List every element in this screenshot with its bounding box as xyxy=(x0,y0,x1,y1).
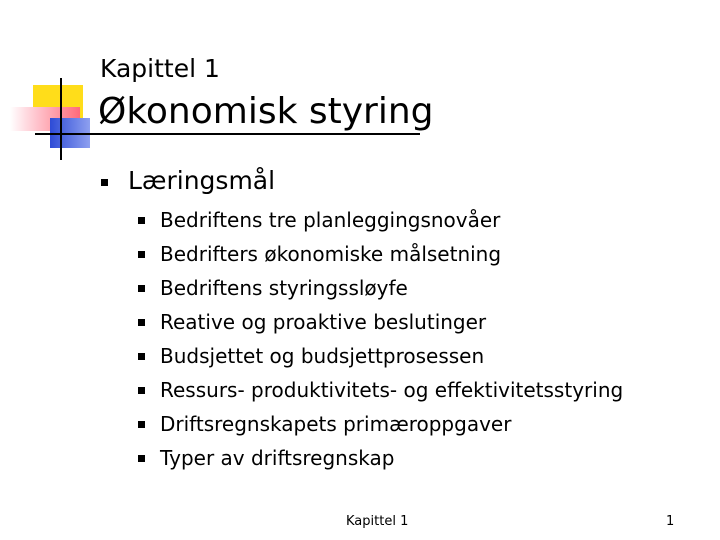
bullet-square-icon xyxy=(138,455,145,462)
bullet-square-icon xyxy=(138,217,145,224)
level1-bullet-text: Læringsmål xyxy=(128,166,276,195)
bullet-square-icon xyxy=(138,319,145,326)
list-item-text: Bedrifters økonomiske målsetning xyxy=(160,242,502,266)
bullet-square-icon xyxy=(138,251,145,258)
slide-title: Økonomisk styring xyxy=(98,91,434,132)
list-item-text: Bedriftens tre planleggingsnovåer xyxy=(160,208,501,232)
bullet-square-icon xyxy=(138,353,145,360)
bullet-square-icon xyxy=(138,421,145,428)
list-item-text: Reative og proaktive beslutinger xyxy=(160,310,487,334)
decorative-vertical-line xyxy=(60,78,62,160)
list-item-text: Ressurs- produktivitets- og effektivitetsstyring xyxy=(160,378,624,402)
list-item-text: Typer av driftsregnskap xyxy=(160,446,395,470)
slide-subtitle: Kapittel 1 xyxy=(100,54,220,83)
list-item-text: Budsjettet og budsjettprosessen xyxy=(160,344,485,368)
bullet-square-icon xyxy=(138,285,145,292)
bullet-square-icon xyxy=(101,179,108,186)
footer-text: Kapittel 1 xyxy=(346,514,409,529)
bullet-square-icon xyxy=(138,387,145,394)
list-item-text: Driftsregnskapets primæroppgaver xyxy=(160,412,512,436)
page-number: 1 xyxy=(666,514,675,529)
list-item-text: Bedriftens styringssløyfe xyxy=(160,276,408,300)
